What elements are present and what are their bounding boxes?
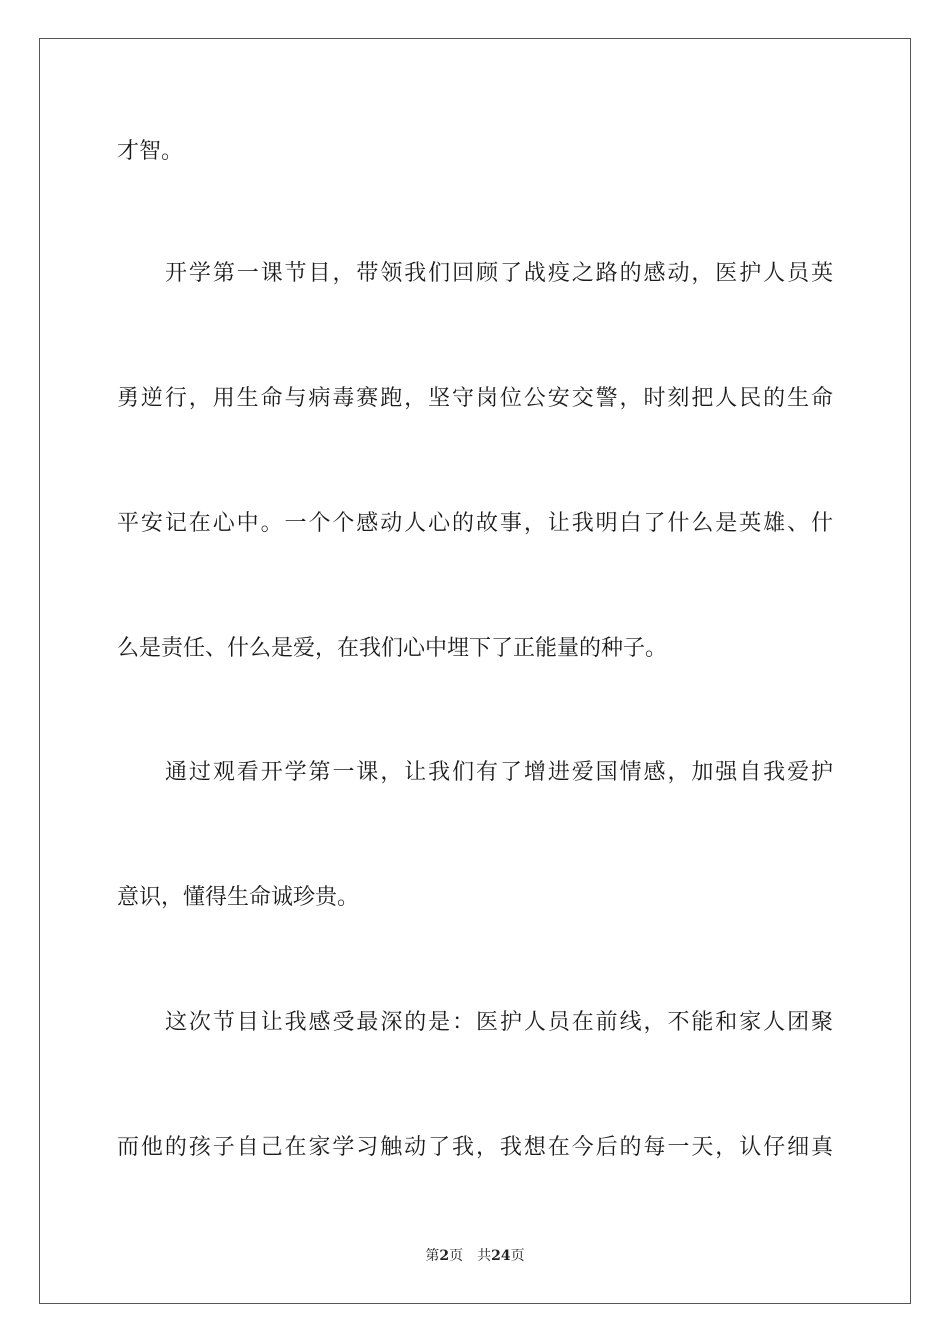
text-line-4: 平安记在心中。一个个感动人心的故事，让我明白了什么是英雄、什 — [117, 511, 835, 536]
page-footer — [0, 1247, 950, 1265]
page-number: 2 — [439, 1248, 450, 1264]
text-line-3: 勇逆行，用生命与病毒赛跑，坚守岗位公安交警，时刻把人民的生命 — [117, 386, 835, 411]
text-line-8: 这次节目让我感受最深的是：医护人员在前线，不能和家人团聚 — [165, 1010, 835, 1035]
total-prefix: 共 — [477, 1248, 492, 1264]
page-border — [39, 38, 911, 1304]
text-line-9: 而他的孩子自己在家学习触动了我，我想在今后的每一天，认仔细真 — [117, 1135, 835, 1160]
text-line-7: 意识，懂得生命诚珍贵。 — [117, 885, 360, 910]
text-line-6: 通过观看开学第一课，让我们有了增进爱国情感，加强自我爱护 — [165, 760, 835, 785]
page-suffix: 页 — [449, 1248, 464, 1264]
page-prefix: 第 — [425, 1248, 440, 1264]
text-line-5: 么是责任、什么是爱，在我们心中埋下了正能量的种子。 — [117, 636, 668, 661]
total-suffix: 页 — [510, 1248, 525, 1264]
text-line-2: 开学第一课节目，带领我们回顾了战疫之路的感动，医护人员英 — [165, 261, 835, 286]
total-pages: 24 — [491, 1248, 511, 1264]
text-line-1: 才智。 — [117, 139, 184, 164]
